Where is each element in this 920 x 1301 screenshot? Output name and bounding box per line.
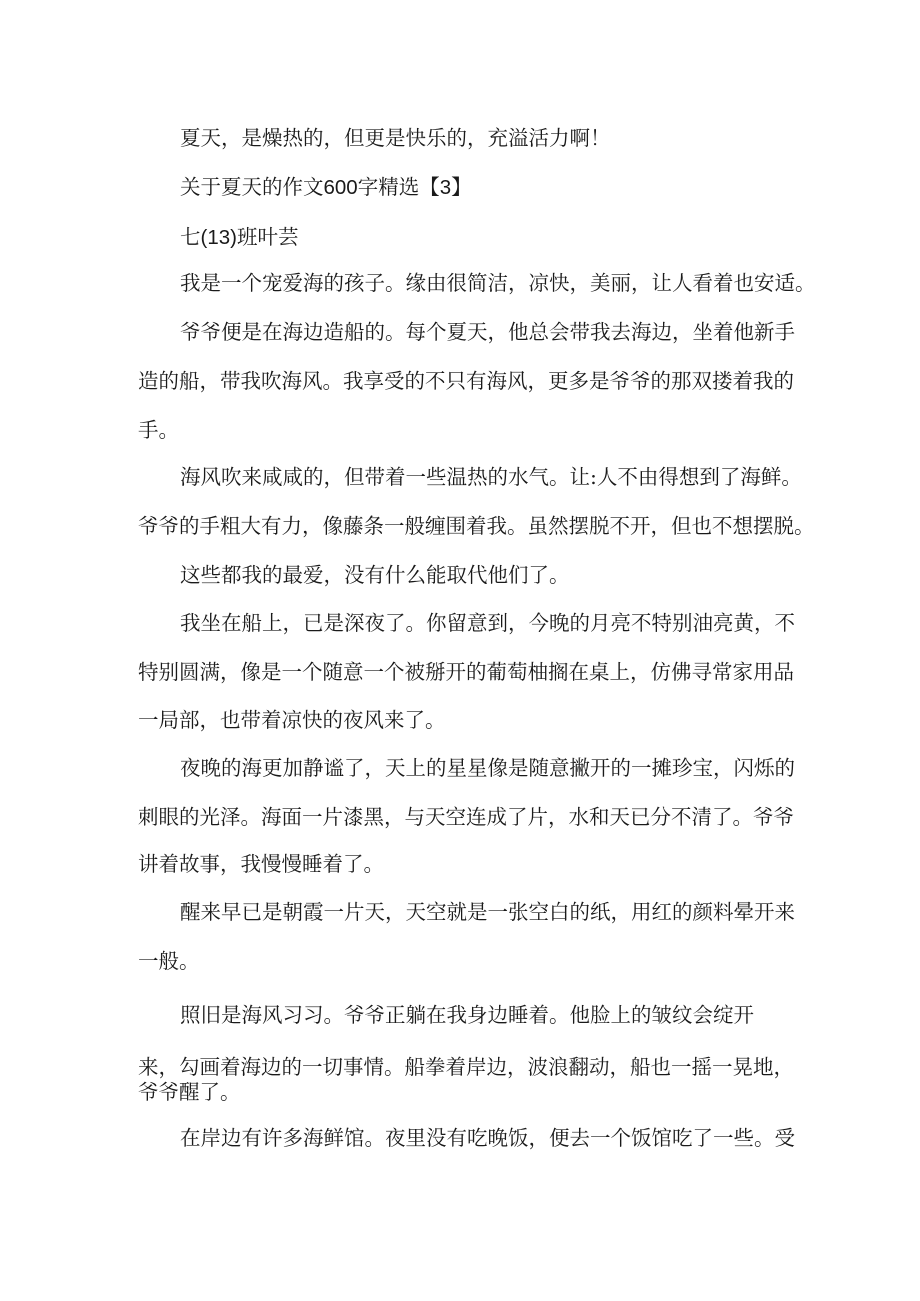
paragraph-line: 醒来早已是朝霞一片天，天空就是一张空白的纸，用红的颜料晕开来 bbox=[180, 900, 795, 924]
paragraph-line: 刺眼的光泽。海面一片漆黑，与天空连成了片，水和天已分不清了。爷爷 bbox=[138, 805, 794, 829]
author-line: 七(13)班叶芸 bbox=[180, 226, 299, 249]
paragraph-line: 一局部，也带着凉快的夜风来了。 bbox=[138, 708, 446, 732]
paragraph-line: 这些都我的最爱，没有什么能取代他们了。 bbox=[180, 563, 570, 587]
paragraph-line: 讲着故事，我慢慢睡着了。 bbox=[138, 852, 384, 876]
paragraph-line: 照旧是海风习习。爷爷正躺在我身边睡着。他脸上的皱纹会绽开 bbox=[180, 1003, 754, 1027]
paragraph-line: 在岸边有许多海鲜馆。夜里没有吃晚饭，便去一个饭馆吃了一些。受 bbox=[180, 1126, 795, 1150]
paragraph-line: 我是一个宠爱海的孩子。缘由很简洁，凉快，美丽，让人看着也安适。 bbox=[180, 271, 816, 295]
paragraph-line: 夏天，是燥热的，但更是快乐的，充溢活力啊！ bbox=[180, 126, 611, 150]
paragraph-line: 爷爷醒了。 bbox=[138, 1080, 241, 1104]
paragraph-line: 我坐在船上，已是深夜了。你留意到，今晚的月亮不特别油亮黄，不 bbox=[180, 611, 795, 635]
paragraph-line: 爷爷便是在海边造船的。每个夏天，他总会带我去海边，坐着他新手 bbox=[180, 320, 795, 344]
article-title: 关于夏天的作文600字精选【3】 bbox=[180, 176, 472, 199]
paragraph-line: 来，勾画着海边的一切事情。船拳着岸边，波浪翻动，船也一摇一晃地， bbox=[138, 1055, 794, 1079]
paragraph-line: 海风吹来咸咸的，但带着一些温热的水气。让:人不由得想到了海鲜。 bbox=[180, 465, 802, 489]
paragraph-line: 爷爷的手粗大有力，像藤条一般缠围着我。虽然摆脱不开，但也不想摆脱。 bbox=[138, 514, 815, 538]
paragraph-line: 造的船，带我吹海风。我享受的不只有海风，更多是爷爷的那双搂着我的 bbox=[138, 369, 794, 393]
paragraph-line: 一般。 bbox=[138, 949, 200, 973]
paragraph-line: 夜晚的海更加静谧了，天上的星星像是随意撇开的一摊珍宝，闪烁的 bbox=[180, 756, 795, 780]
paragraph-line: 特别圆满，像是一个随意一个被掰开的葡萄柚搁在桌上，仿佛寻常家用品 bbox=[138, 660, 794, 684]
paragraph-line: 手。 bbox=[138, 418, 179, 442]
